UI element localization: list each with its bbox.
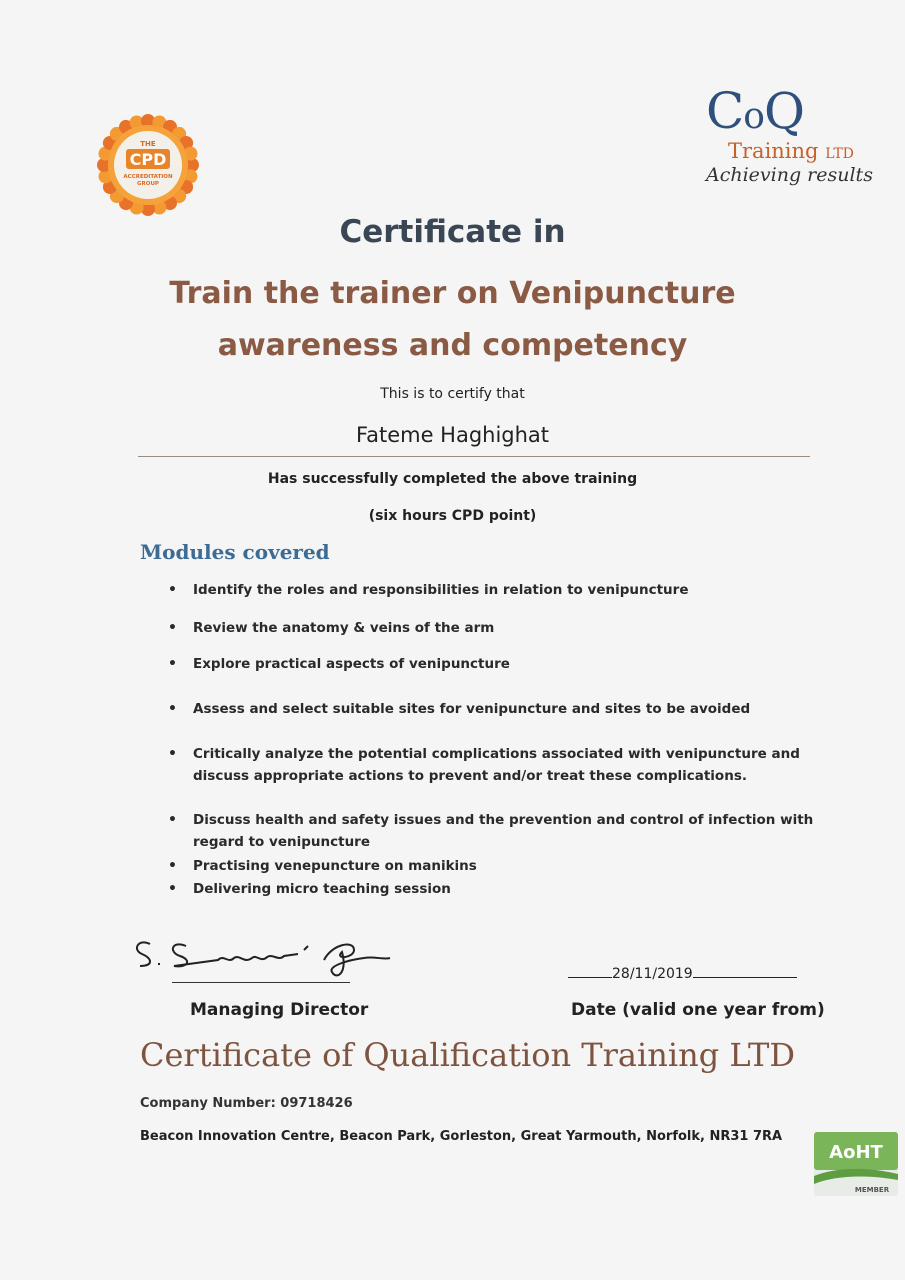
bullet-icon: • bbox=[168, 656, 177, 672]
issue-date bbox=[568, 962, 797, 982]
bullet-icon: • bbox=[168, 812, 177, 828]
module-item: • Explore practical aspects of venipuncture bbox=[168, 653, 818, 675]
bullet-icon: • bbox=[168, 701, 177, 717]
module-item: • Delivering micro teaching session bbox=[168, 878, 818, 900]
cpd-seal-group: GROUP bbox=[137, 181, 159, 187]
cpd-seal-accreditation: ACCREDITATION bbox=[123, 174, 173, 180]
company-name: Certificate of Qualification Training LTD bbox=[140, 1036, 795, 1074]
bullet-icon: • bbox=[168, 858, 177, 874]
module-item: • Practising venepuncture on manikins bbox=[168, 855, 818, 877]
cpd-seal-the: THE bbox=[140, 140, 156, 148]
signature-line bbox=[172, 982, 350, 983]
certify-text: This is to certify that bbox=[380, 386, 525, 402]
aoht-member-badge bbox=[814, 1132, 898, 1196]
recipient-underline bbox=[138, 456, 810, 457]
issue-date-value: 28/11/2019 bbox=[612, 966, 693, 982]
aoht-name: AoHT bbox=[829, 1142, 883, 1163]
date-label: Date (valid one year from) bbox=[571, 1000, 825, 1020]
coq-tagline: Achieving results bbox=[706, 164, 873, 186]
module-item: • Review the anatomy & veins of the arm bbox=[168, 617, 818, 639]
company-address: Beacon Innovation Centre, Beacon Park, Gorleston, Great Yarmouth, Norfolk, NR31 7RA bbox=[140, 1129, 783, 1144]
cpd-points: (six hours CPD point) bbox=[368, 508, 537, 524]
bullet-icon: • bbox=[168, 620, 177, 636]
completion-statement: Has successfully completed the above training bbox=[267, 471, 638, 487]
coq-brand-mark: CoQ bbox=[706, 82, 804, 140]
module-item: • Assess and select suitable sites for venipuncture and sites to be avoided bbox=[168, 698, 818, 720]
course-title-line-2: awareness and competency bbox=[217, 328, 688, 363]
bullet-icon: • bbox=[168, 746, 177, 762]
director-signature bbox=[128, 930, 408, 980]
aoht-member-text: MEMBER bbox=[854, 1186, 890, 1194]
coq-training-text: Training LTD bbox=[728, 139, 854, 163]
modules-heading: Modules covered bbox=[140, 540, 330, 564]
module-item: • Identify the roles and responsibilities in relation to venipuncture bbox=[168, 579, 818, 601]
coq-training-logo bbox=[700, 82, 873, 192]
bullet-icon: • bbox=[168, 881, 177, 897]
certificate-heading: Certificate in bbox=[339, 214, 566, 250]
course-title-line-1: Train the trainer on Venipuncture bbox=[169, 276, 736, 311]
module-item: • Critically analyze the potential complications associated with venipuncture and discuss appropriate actions to prevent and/or treat these complications. bbox=[168, 743, 818, 787]
bullet-icon: • bbox=[168, 582, 177, 598]
cpd-accreditation-seal bbox=[96, 113, 200, 217]
recipient-name: Fateme Haghighat bbox=[355, 423, 550, 447]
company-number: Company Number: 09718426 bbox=[140, 1096, 353, 1111]
managing-director-label: Managing Director bbox=[190, 1000, 369, 1020]
cpd-seal-cpd: CPD bbox=[129, 150, 167, 169]
module-item: • Discuss health and safety issues and the prevention and control of infection with regard to venipuncture bbox=[168, 809, 818, 853]
